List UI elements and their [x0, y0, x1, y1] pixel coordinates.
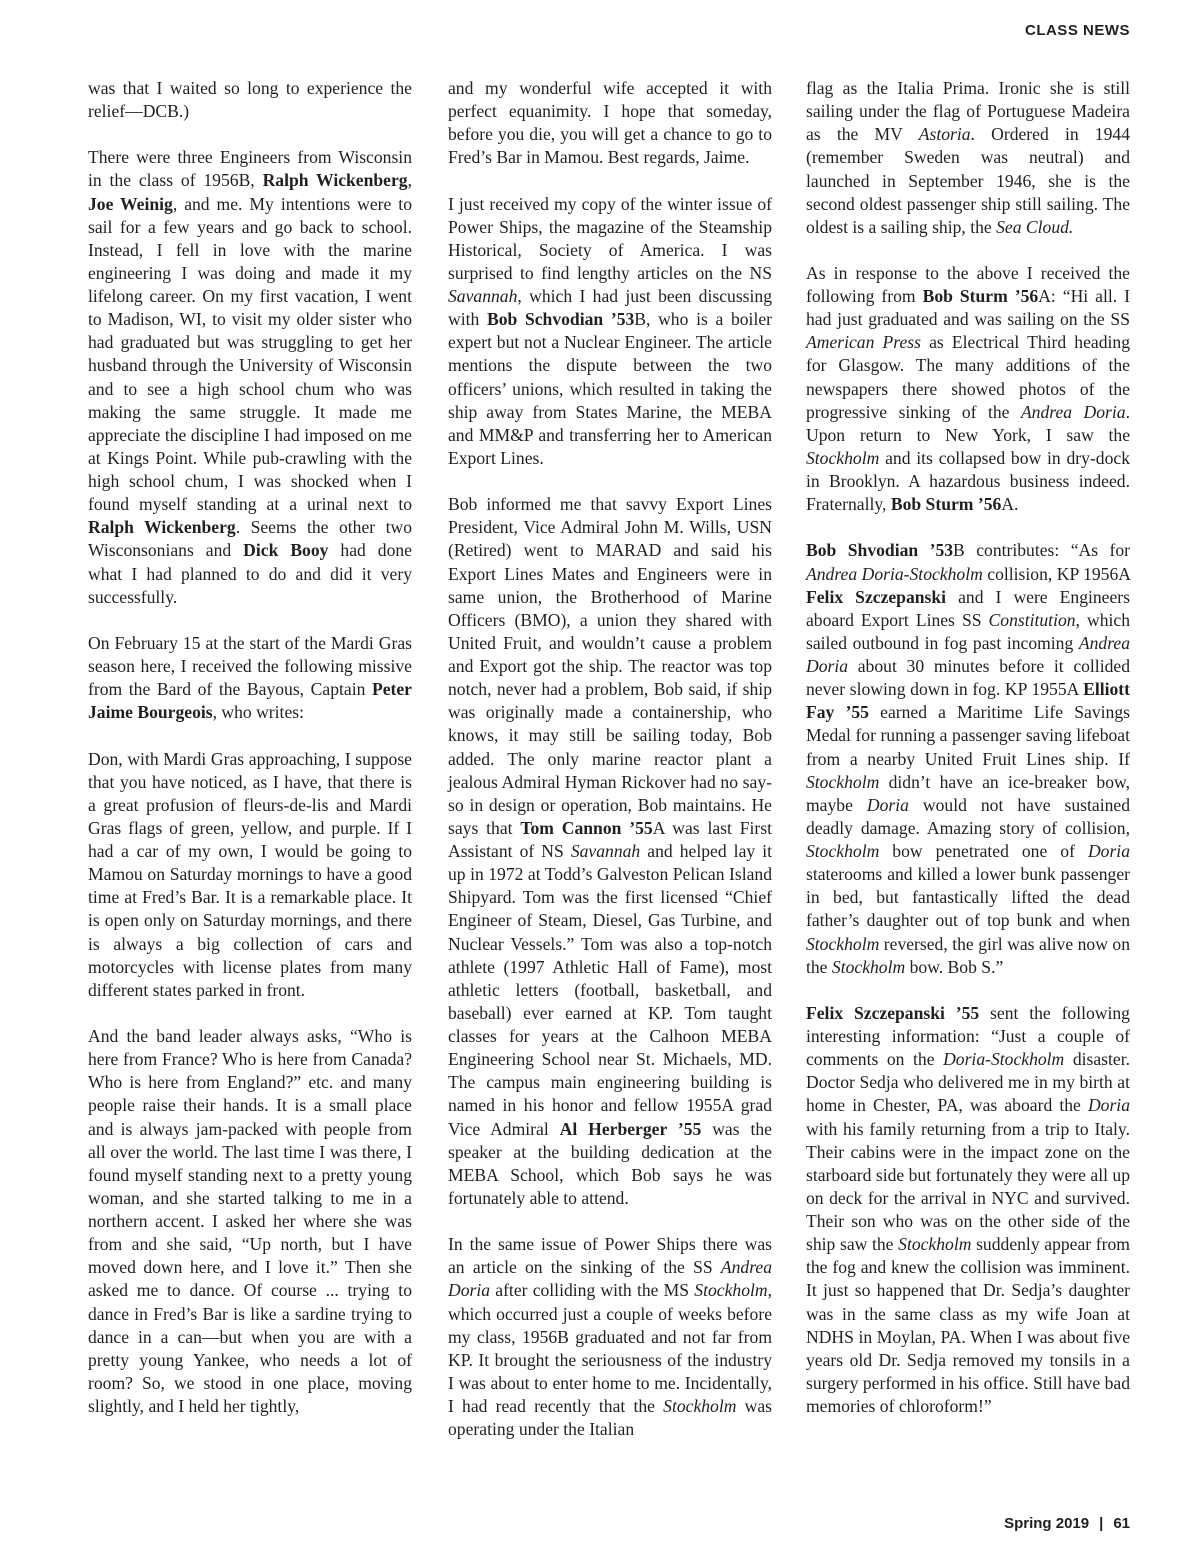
paragraph: [806, 77, 1130, 239]
text-run: and helped lay it up in 1972 at Todd’s Galveston Pelican Island Shipyard. Tom was the first licensed “Chief Engineer of Steam, Diesel, Gas Turbine, and Nuclear Vessels.” Tom was also a top-notch athlete (1997 Athletic Hall of Fame), most athletic letters (football, basketball, and baseball) ever earned at KP. Tom taught classes for years at the Calhoon MEBA Engineering School near St. Michaels, MD. The campus main engineering building is named in his honor and fellow 1955A grad Vice Admiral: [448, 841, 772, 1139]
text-run: flag as the Italia Prima. Ironic she is still sailing under the flag of Portuguese Madeira as the MV: [806, 78, 1130, 145]
paragraph: [448, 1233, 772, 1441]
text-run: as Electrical Third heading for Glasgow. The many additions of the newspapers there showed photos of the progressive sinking of the: [806, 332, 1131, 422]
text-run: about 30 minutes before it collided never slowing down in fog. KP 1955A: [806, 656, 1130, 700]
page-footer: [1004, 1515, 1130, 1532]
italic-text: Doria-Stockholm: [943, 1049, 1065, 1070]
text-run: There were three Engineers from Wisconsin in the class of 1956B,: [88, 147, 412, 191]
text-run: , which I had just been discussing with: [448, 286, 772, 330]
text-run: collision, KP 1956A: [982, 563, 1130, 584]
column-2: [448, 77, 772, 1464]
paragraph: [88, 632, 412, 725]
italic-text: Doria: [866, 794, 909, 815]
bold-name: Felix Szczepanski ’55: [806, 1002, 980, 1023]
bold-name: Ralph Wickenberg: [88, 517, 236, 538]
bold-name: Peter Jaime Bourgeois: [88, 679, 412, 723]
italic-text: Andrea Doria: [448, 1257, 772, 1301]
page-number: 61: [1113, 1515, 1130, 1532]
issue-label: Spring 2019: [1004, 1515, 1090, 1532]
text-run: On February 15 at the start of the Mardi Gras season here, I received the following missive from the Bard of the Bayous, Captain: [88, 632, 412, 700]
column-1: [88, 77, 412, 1441]
text-run: , which occurred just a couple of weeks before my class, 1956B graduated and not far from KP. It brought the seriousness of the industry I was about to enter home to me. Incidentally, I had read recently that the: [448, 1280, 772, 1417]
text-run: , which sailed outbound in fog past incoming: [806, 609, 1130, 653]
bold-name: Dick Booy: [243, 540, 329, 561]
bold-name: Tom Cannon ’55: [520, 817, 653, 838]
text-run: and its collapsed bow in dry-dock in Brooklyn. A hazardous business indeed. Fraternally,: [806, 447, 1130, 515]
bold-name: Bob Sturm ’56: [922, 286, 1039, 307]
italic-text: Andrea Doria: [1020, 401, 1126, 422]
text-run: In the same issue of Power Ships there was an article on the sinking of the SS: [448, 1234, 772, 1278]
bold-name: Ralph Wickenberg: [262, 170, 408, 191]
bold-name: Felix Szczepanski: [806, 586, 947, 607]
paragraph: [806, 262, 1130, 516]
text-run: and I were Engineers aboard Export Lines SS: [806, 586, 1131, 630]
text-run: B contributes: “As for: [953, 540, 1131, 561]
text-run: disaster. Doctor Sedja who delivered me in my birth at home in Chester, PA, was aboard the: [806, 1049, 1130, 1116]
text-run: staterooms and killed a lower bunk passenger in bed, but fantastically lifted the dead father’s daughter out of top bunk and when: [806, 864, 1130, 931]
italic-text: Stockholm: [694, 1280, 768, 1301]
bold-name: Bob Shvodian ’53: [806, 540, 954, 561]
text-run: A: “Hi all. I had just graduated and was sailing on the SS: [806, 286, 1130, 330]
paragraph: [88, 748, 412, 1002]
text-run: with his family returning from a trip to Italy. Their cabins were in the impact zone on the starboard side but fortunately they were all up on deck for the arrival in NYC and survived. Their son who was on the other side of the ship saw the: [806, 1118, 1130, 1255]
paragraph: [448, 493, 772, 1210]
italic-text: Sea Cloud.: [996, 216, 1074, 237]
text-run: bow. Bob S.”: [905, 956, 1004, 977]
italic-text: Doria: [1087, 1095, 1130, 1116]
italic-text: Constitution: [988, 609, 1076, 630]
italic-text: Stockholm: [806, 771, 880, 792]
text-run: bow penetrated one of: [879, 841, 1088, 862]
bold-name: Bob Sturm ’56: [890, 494, 1002, 515]
italic-text: Savannah: [448, 286, 518, 307]
text-run: was that I waited so long to experience the relief—DCB.): [88, 78, 412, 122]
italic-text: Astoria: [918, 124, 971, 145]
text-run: had done what I had planned to do and did it very successfully.: [88, 540, 412, 607]
bold-name: Elliott Fay ’55: [806, 679, 1130, 723]
bold-name: Bob Schvodian ’53: [486, 309, 635, 330]
text-run: was the speaker at the building dedication at the MEBA School, which Bob says he was fortunately able to attend.: [448, 1118, 772, 1208]
text-run: Don, with Mardi Gras approaching, I suppose that you have noticed, as I have, that there is a great profusion of fleurs-de-lis and Mardi Gras flags of green, yellow, and purple. If I had a car of my own, I would be going to Mamou on Saturday mornings to have a good time at Fred’s Bar. It is a remarkable place. It is open only on Saturday mornings, and there is always a big collection of cars and motorcycles with license plates from many different states parked in front.: [88, 748, 412, 1000]
italic-text: Andrea Doria: [806, 632, 1130, 677]
paragraph: [806, 539, 1130, 978]
paragraph: [88, 77, 412, 123]
text-run: Bob informed me that savvy Export Lines President, Vice Admiral John M. Wills, USN (Retired) went to MARAD and said his Export Lines Mates and Engineers were in same union, the Brotherhood of Marine Officers (BMO), a union they shared with United Fruit, and wouldn’t cause a problem and Export got the ship. The reactor was top notch, never had a problem, Bob said, if ship was originally made a containership, who knows, it may still be sailing today, Bob added. The only marine reactor plant a jealous Admiral Hyman Rickover had no say-so in design or operation, Bob maintains. He says that: [448, 494, 772, 838]
italic-text: Stockholm: [806, 447, 880, 468]
text-run: . Seems the other two Wisconsonians and: [88, 517, 412, 561]
text-run: after colliding with the MS: [490, 1280, 695, 1301]
italic-text: Stockholm: [663, 1396, 737, 1417]
text-run: A.: [1001, 494, 1019, 515]
column-3: [806, 77, 1130, 1441]
italic-text: Stockholm: [831, 956, 906, 977]
text-run: , and me. My intentions were to sail for a few years and go back to school. Instead, I fell in love with the marine engineering I was doing and made it my lifelong career. On my first vacation, I went to Madison, WI, to visit my older sister who had graduated but was struggling to get her husband through the University of Wisconsin and to see a high school chum who was making the same struggle. It made me appreciate the discipline I had imposed on me at Kings Point. While pub-crawling with the high school chum, I was shocked when I found myself standing at a urinal next to: [88, 193, 412, 515]
footer-separator: |: [1099, 1515, 1104, 1532]
bold-name: Al Herberger ’55: [559, 1118, 702, 1139]
text-run: As in response to the above I received the following from: [806, 262, 1130, 307]
text-run: earned a Maritime Life Savings Medal for running a passenger saving lifeboat from a nearby United Fruit Lines ship. If: [806, 702, 1130, 769]
italic-text: Andrea Doria-Stockholm: [806, 563, 983, 584]
text-run: would not have sustained deadly damage. Amazing story of collision,: [806, 794, 1131, 838]
text-run: and my wonderful wife accepted it with perfect equanimity. I hope that someday, before you die, you will get a chance to go to Fred’s Bar in Mamou. Best regards, Jaime.: [448, 78, 772, 168]
paragraph: [88, 146, 412, 609]
paragraph: [806, 1002, 1130, 1418]
text-run: ,: [407, 170, 413, 191]
paragraph: [448, 77, 772, 170]
text-run: suddenly appear from the fog and knew the collision was imminent. It just so happened that Dr. Sedja’s daughter was in the same class as my wife Joan at NDHS in Moylan, PA. When I was about five years old Dr. Sedja removed my tonsils in a surgery performed in his office. Still have bad memories of chloroform!”: [806, 1234, 1130, 1417]
bold-name: Joe Weinig: [88, 193, 173, 214]
italic-text: American Press: [806, 332, 921, 353]
section-label: CLASS NEWS: [1024, 22, 1130, 39]
italic-text: Stockholm: [898, 1234, 972, 1255]
text-run: , who writes:: [212, 702, 304, 723]
text-run: didn’t have an ice-breaker bow, maybe: [806, 771, 1130, 815]
text-run: B, who is a boiler expert but not a Nuclear Engineer. The article mentions the dispute between the two officers’ unions, which resulted in taking the ship away from States Marine, the MEBA and MM&P and transferring her to American Export Lines.: [448, 309, 772, 468]
italic-text: Savannah: [570, 841, 641, 862]
text-run: . Upon return to New York, I saw the: [806, 401, 1130, 445]
text-run: A was last First Assistant of NS: [448, 817, 772, 862]
text-run: sent the following interesting information: “Just a couple of comments on the: [806, 1002, 1130, 1070]
text-run: I just received my copy of the winter issue of Power Ships, the magazine of the Steamship Historical, Society of America. I was surprised to find lengthy articles on the NS: [448, 193, 772, 283]
text-run: was operating under the Italian: [448, 1396, 772, 1440]
text-run: . Ordered in 1944 (remember Sweden was neutral) and launched in September 1946, she is the second oldest passenger ship still sailing. The oldest is a sailing ship, the: [806, 124, 1130, 237]
paragraph: [448, 193, 772, 471]
text-run: reversed, the girl was alive now on the: [806, 933, 1130, 977]
text-run: And the band leader always asks, “Who is here from France? Who is here from Canada? Who is here from England?” etc. and many people raise their hands. It is a small place and is always jam-packed with people from all over the world. The last time I was there, I found myself standing next to a pretty young woman, and she started talking to me in a northern accent. I asked her where she was from and she said, “Up north, but I have moved down here, and I love it.” Then she asked me to dance. Of course ... trying to dance in Fred’s Bar is like a sardine trying to dance in a can—but when you are with a pretty young Yankee, who needs a lot of room? So, we stood in one place, moving slightly, and I held her tightly,: [88, 1026, 412, 1417]
italic-text: Stockholm: [806, 933, 880, 954]
italic-text: Stockholm: [806, 841, 880, 862]
paragraph: [88, 1025, 412, 1418]
italic-text: Doria: [1087, 841, 1130, 862]
